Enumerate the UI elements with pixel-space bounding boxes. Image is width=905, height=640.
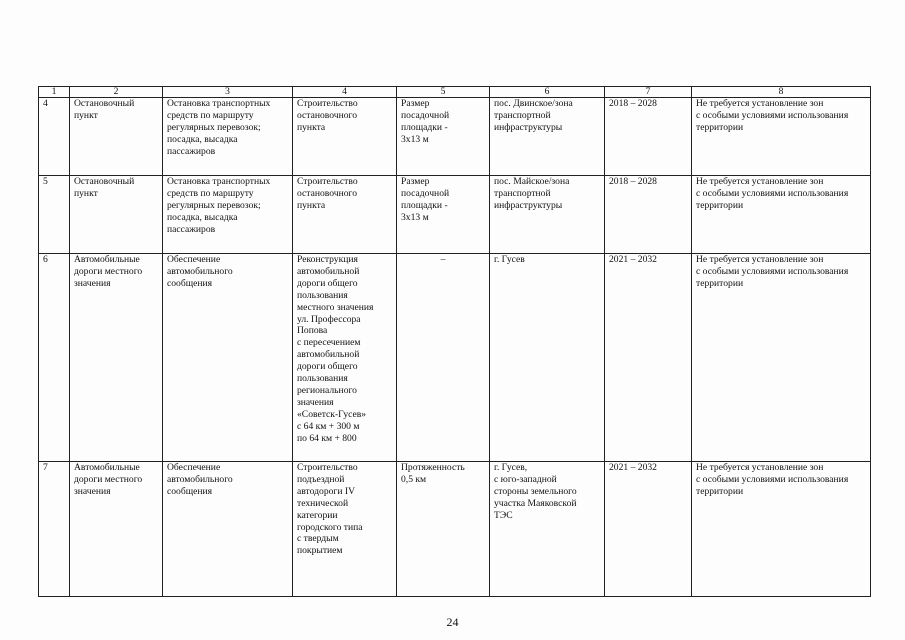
row-number-text: 6 (43, 254, 48, 265)
zones-cell (692, 176, 871, 254)
row-number-text: 7 (43, 462, 48, 473)
location-cell (490, 254, 605, 462)
period-text: 2021 – 2032 (609, 462, 657, 473)
zones-text: Не требуется установление зон с особыми условиями использования территории (696, 98, 849, 133)
location-cell (490, 176, 605, 254)
zones-cell (692, 462, 871, 597)
location-text: пос. Двинское/зона транспортной инфраструктуры (494, 98, 573, 133)
row-number-text: 4 (43, 98, 48, 109)
page-number: 24 (446, 615, 459, 629)
purpose-text: Обеспечение автомобильного сообщения (167, 254, 233, 289)
parameter-cell (397, 98, 490, 176)
object-type-cell (70, 176, 163, 254)
period-cell (605, 176, 692, 254)
purpose-text: Остановка транспортных средств по маршруту регулярных перевозок; посадка, высадка пассажиров (167, 176, 271, 235)
zones-text: Не требуется установление зон с особыми условиями использования территории (696, 176, 849, 211)
table-row (39, 254, 871, 462)
row-number (39, 254, 70, 462)
work-cell (293, 176, 397, 254)
period-text: 2018 – 2028 (609, 176, 657, 187)
zones-cell (692, 98, 871, 176)
work-text: Строительство остановочного пункта (297, 176, 358, 211)
table-row (39, 462, 871, 597)
header-col-4: 4 (293, 87, 397, 98)
location-text: г. Гусев, с юго-западной стороны земельного участка Маяковской ТЭС (494, 462, 577, 521)
period-cell (605, 98, 692, 176)
object-type-text: Автомобильные дороги местного значения (74, 254, 143, 289)
object-type-text: Автомобильные дороги местного значения (74, 462, 143, 497)
object-type-text: Остановочный пункт (74, 176, 135, 199)
purpose-cell (163, 176, 293, 254)
table-header-row (39, 87, 871, 98)
location-text: пос. Майское/зона транспортной инфраструктуры (494, 176, 570, 211)
purpose-text: Обеспечение автомобильного сообщения (167, 462, 233, 497)
location-cell (490, 462, 605, 597)
parameter-cell (397, 254, 490, 462)
work-text: Строительство остановочного пункта (297, 98, 358, 133)
header-col-3: 3 (163, 87, 293, 98)
parameter-text: – (440, 254, 446, 265)
row-number-text: 5 (43, 176, 48, 187)
location-text: г. Гусев (494, 254, 525, 265)
work-text: Реконструкция автомобильной дороги общего пользования местного значения ул. Профессора Попова с пересечением автомобильной дороги общего пользования регионального значения «Советск-Гусев» с 64 км + 300 м по 64 км + 800 (297, 254, 374, 444)
header-col-6: 6 (490, 87, 605, 98)
row-number (39, 176, 70, 254)
work-cell (293, 254, 397, 462)
header-col-2: 2 (70, 87, 163, 98)
period-cell (605, 254, 692, 462)
object-type-cell (70, 254, 163, 462)
row-number (39, 98, 70, 176)
period-text: 2021 – 2032 (609, 254, 657, 265)
header-col-8: 8 (692, 87, 871, 98)
purpose-cell (163, 98, 293, 176)
zones-text: Не требуется установление зон с особыми условиями использования территории (696, 254, 849, 289)
parameter-text: Размер посадочной площадки - 3x13 м (401, 98, 450, 145)
purpose-cell (163, 462, 293, 597)
parameter-cell (397, 176, 490, 254)
location-cell (490, 98, 605, 176)
period-cell (605, 462, 692, 597)
work-cell (293, 98, 397, 176)
planning-table (38, 86, 871, 597)
work-cell (293, 462, 397, 597)
header-col-1: 1 (39, 87, 70, 98)
parameter-text: Протяженность 0,5 км (401, 462, 465, 485)
object-type-cell (70, 98, 163, 176)
object-type-cell (70, 462, 163, 597)
table-row (39, 98, 871, 176)
purpose-text: Остановка транспортных средств по маршруту регулярных перевозок; посадка, высадка пассажиров (167, 98, 271, 157)
table-row (39, 176, 871, 254)
row-number (39, 462, 70, 597)
object-type-text: Остановочный пункт (74, 98, 135, 121)
parameter-text: Размер посадочной площадки - 3x13 м (401, 176, 450, 223)
parameter-cell (397, 462, 490, 597)
work-text: Строительство подъездной автодороги IV технической категории городского типа с твердым покрытием (297, 462, 363, 557)
header-col-7: 7 (605, 87, 692, 98)
header-col-5: 5 (397, 87, 490, 98)
period-text: 2018 – 2028 (609, 98, 657, 109)
purpose-cell (163, 254, 293, 462)
zones-text: Не требуется установление зон с особыми условиями использования территории (696, 462, 849, 497)
zones-cell (692, 254, 871, 462)
